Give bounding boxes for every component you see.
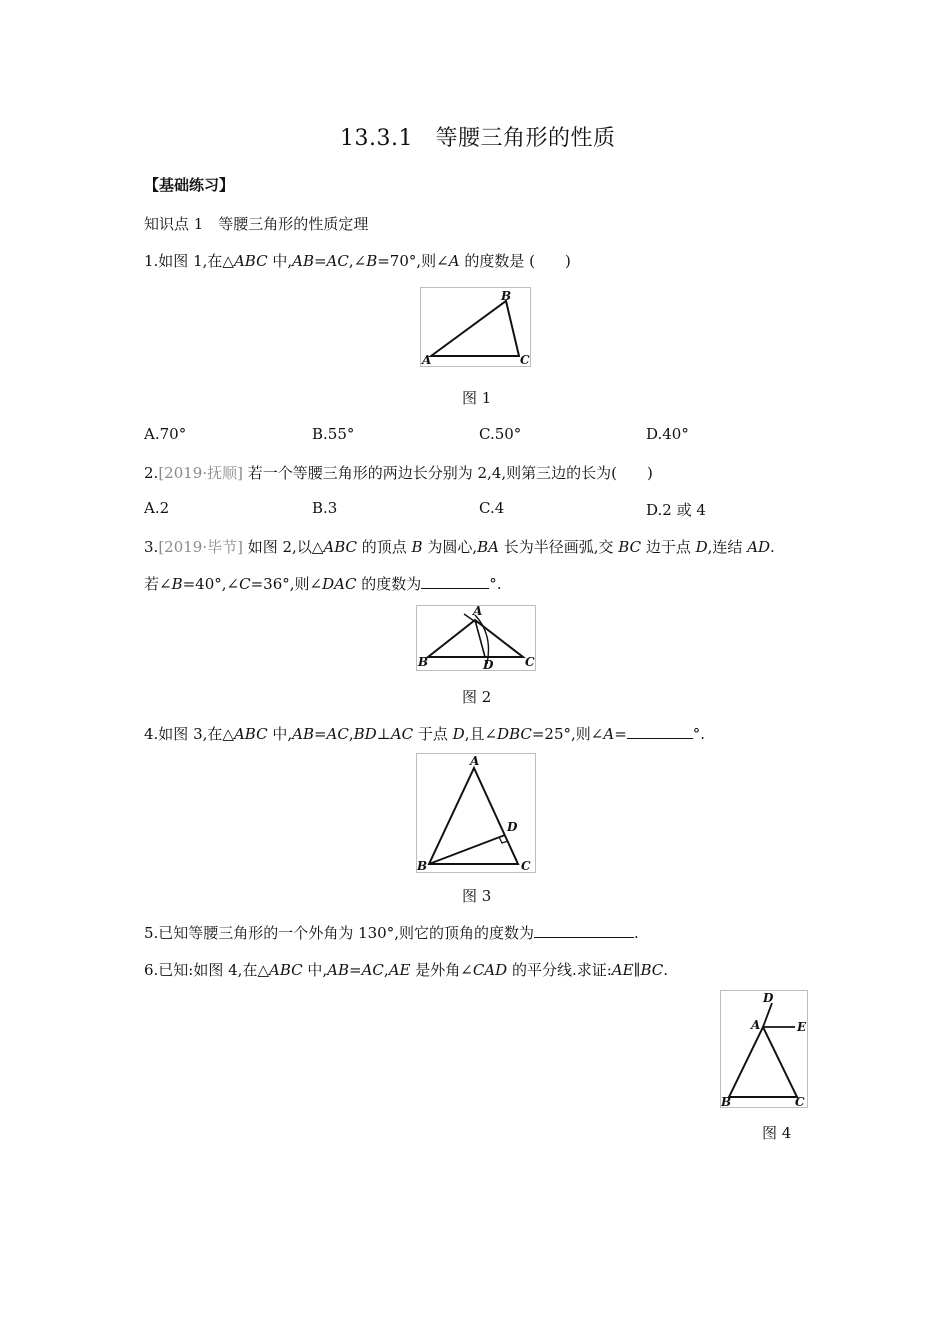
question-2-stem: 2.[2019·抚顺] 若一个等腰三角形的两边长分别为 2,4,则第三边的长为( ) — [144, 464, 653, 482]
label-a: A — [751, 1018, 761, 1032]
figure-2 — [416, 605, 536, 671]
question-5-stem: 5.已知等腰三角形的一个外角为 130°,则它的顶角的度数为 . — [144, 924, 639, 942]
question-3-stem-line-1: 3.[2019·毕节] 如图 2,以△ABC 的顶点 B 为圆心,BA 长为半径画弧,交 BC 边于点 D,连结 AD. — [144, 538, 775, 556]
page-title: 13.3.1 等腰三角形的性质 — [340, 126, 616, 151]
question-4-stem: 4.如图 3,在△ABC 中,AB=AC,BD⊥AC 于点 D,且∠DBC=25°,则∠A= °. — [144, 725, 706, 743]
figure-1-caption: 图 1 — [462, 389, 492, 407]
question-3-source: [2019·毕节] — [158, 538, 243, 556]
answer-blank-q5[interactable] — [534, 923, 634, 938]
label-c: C — [525, 655, 535, 669]
label-b: B — [501, 289, 512, 303]
label-d: D — [507, 820, 518, 834]
triangle-figure-2 — [417, 606, 535, 670]
label-a: A — [470, 754, 480, 768]
q2-option-d: D.2 或 4 — [646, 501, 706, 519]
q1-option-b: B.55° — [312, 425, 355, 443]
answer-blank-q3[interactable] — [421, 574, 489, 589]
figure-4 — [720, 990, 808, 1108]
label-a: A — [473, 606, 483, 618]
label-e: E — [797, 1020, 807, 1034]
label-c: C — [521, 859, 531, 872]
question-1-stem: 1.如图 1,在△ABC 中,AB=AC,∠B=70°,则∠A 的度数是 ( ) — [144, 252, 571, 270]
label-d: D — [763, 991, 774, 1005]
q2-option-c: C.4 — [479, 499, 505, 517]
figure-3-caption: 图 3 — [462, 887, 492, 905]
label-a: A — [422, 353, 432, 366]
question-2-source: [2019·抚顺] — [158, 464, 243, 482]
section-heading: 【基础练习】 — [144, 176, 235, 194]
knowledge-point-heading: 知识点 1 等腰三角形的性质定理 — [144, 215, 369, 233]
label-c: C — [795, 1095, 805, 1107]
figure-3 — [416, 753, 536, 873]
q1-option-a: A.70° — [144, 425, 187, 443]
label-d: D — [483, 658, 494, 670]
triangle-figure-1 — [421, 288, 530, 366]
figure-2-caption: 图 2 — [462, 688, 492, 706]
label-b: B — [721, 1095, 732, 1107]
q2-option-b: B.3 — [312, 499, 338, 517]
label-c: C — [520, 353, 530, 366]
question-3-stem-line-2: 若∠B=40°,∠C=36°,则∠DAC 的度数为 °. — [144, 575, 502, 593]
question-6-stem: 6.已知:如图 4,在△ABC 中,AB=AC,AE 是外角∠CAD 的平分线.求证:AE∥BC. — [144, 961, 669, 979]
figure-4-caption: 图 4 — [762, 1124, 792, 1142]
figure-1 — [420, 287, 531, 367]
q1-option-d: D.40° — [646, 425, 689, 443]
triangle-figure-3 — [417, 754, 535, 872]
q1-option-c: C.50° — [479, 425, 522, 443]
answer-blank-q4[interactable] — [627, 724, 693, 739]
triangle-figure-4 — [721, 991, 807, 1107]
q2-option-a: A.2 — [144, 499, 170, 517]
label-b: B — [418, 655, 429, 669]
label-b: B — [417, 859, 428, 872]
